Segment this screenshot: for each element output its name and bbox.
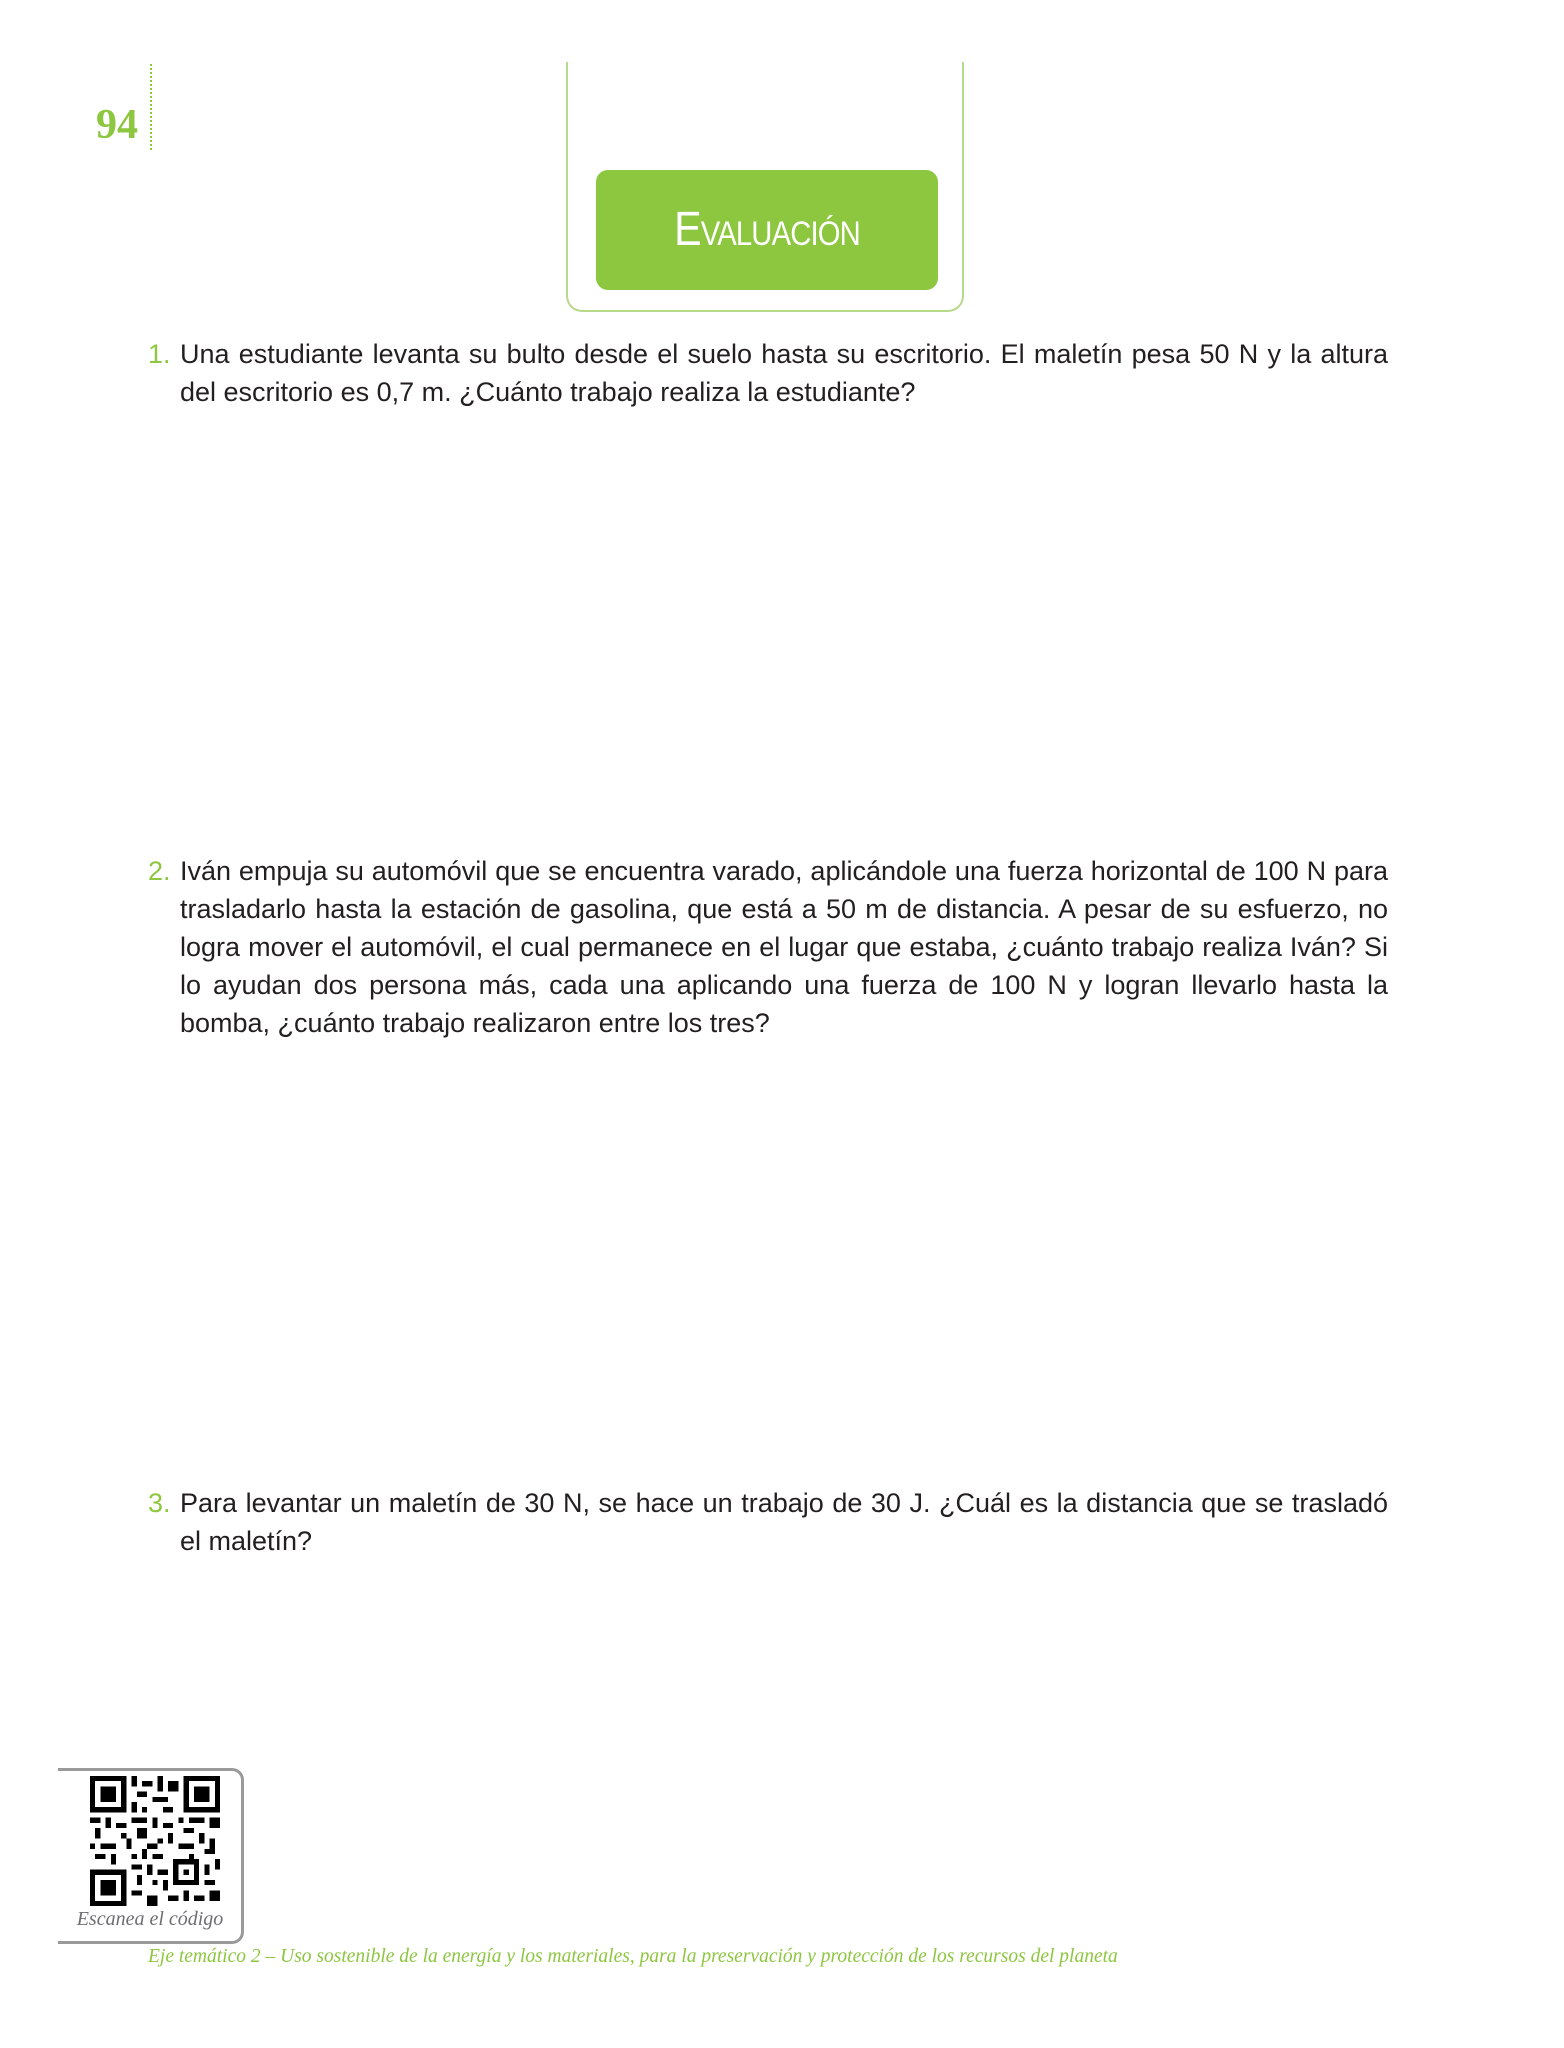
question-1 [148,335,1388,411]
question-number: 1. [148,339,171,369]
question-3 [148,1484,1388,1560]
question-text: Iván empuja su automóvil que se encuentra varado, aplicándole una fuerza horizontal de 100 N para trasladarlo hasta la estación de gasolina, que está a 50 m de distancia. A pesar de su esfuerzo, no logra mover el automóvil, el cual permanece en el lugar que estaba, ¿cuánto trabajo realiza Iván? Si lo ayudan dos persona más, cada una aplicando una fuerza de 100 N y logran llevarlo hasta la bomba, ¿cuánto trabajo realizaron entre los tres? [180,856,1388,1038]
question-2 [148,852,1388,1042]
question-text: Para levantar un maletín de 30 N, se hace un trabajo de 30 J. ¿Cuál es la distancia que se trasladó el maletín? [180,1488,1388,1556]
question-number: 3. [148,1488,171,1518]
question-text: Una estudiante levanta su bulto desde el suelo hasta su escritorio. El maletín pesa 50 N y la altura del escritorio es 0,7 m. ¿Cuánto trabajo realiza la estudiante? [180,339,1388,407]
section-title: Evaluación [674,203,860,256]
question-number: 2. [148,856,171,886]
page-number: 94 [96,102,138,148]
qr-code-icon[interactable] [90,1776,220,1906]
qr-caption: Escanea el código [76,1908,224,1930]
page-number-divider [150,64,152,150]
section-title-box [596,170,938,290]
footer-running-title: Eje temático 2 – Uso sostenible de la energía y los materiales, para la preservación y protección de los recursos del planeta [148,1946,1118,1967]
